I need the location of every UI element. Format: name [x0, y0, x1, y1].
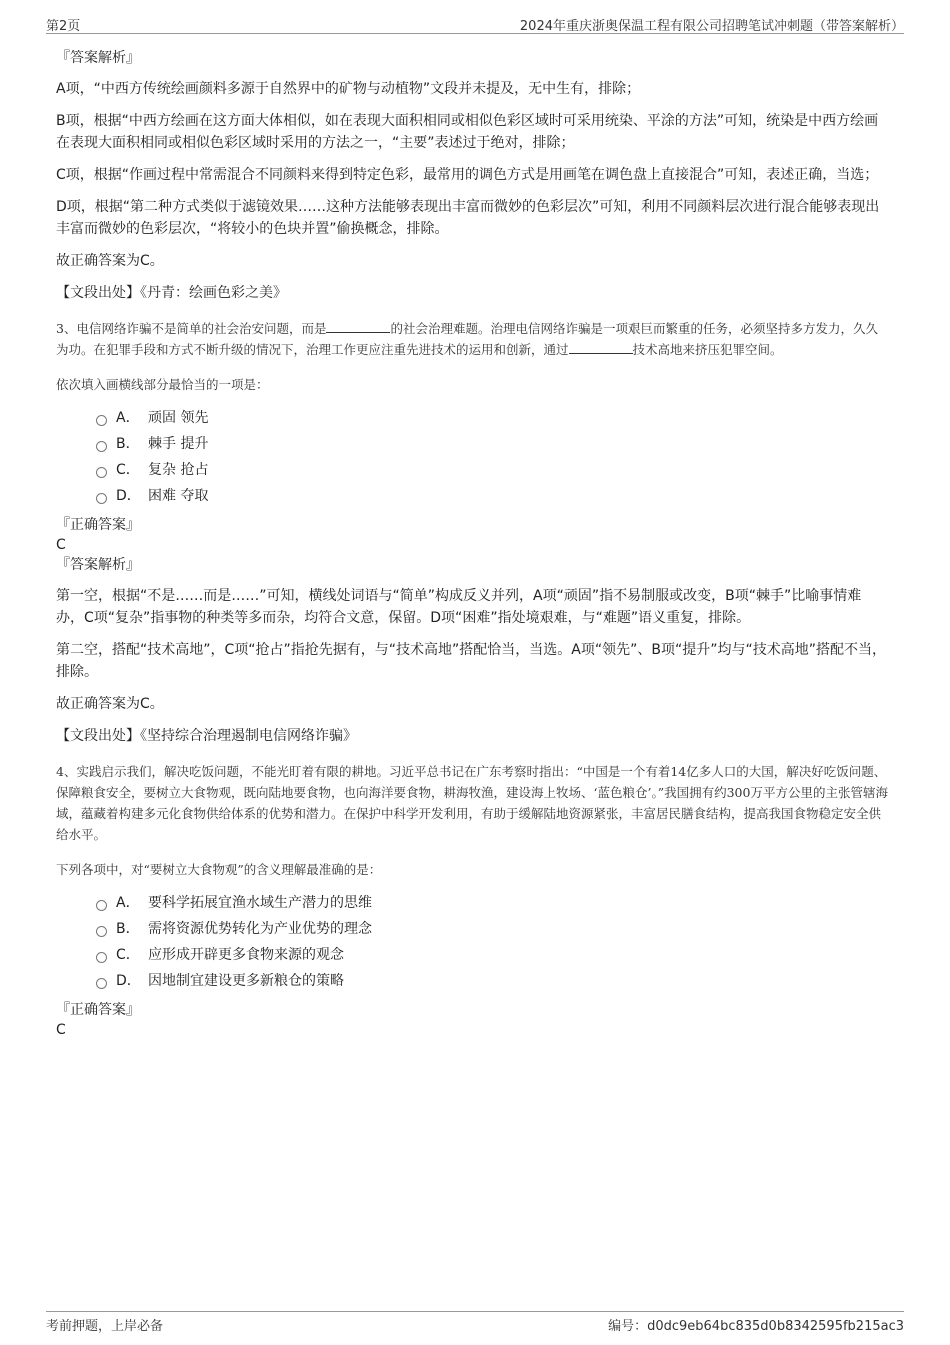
q3-options: [96, 405, 888, 509]
q3-source: 【文段出处】《坚持综合治理遏制电信网络诈骗》: [56, 728, 357, 744]
q3-option-c[interactable]: C． 复杂 抢占: [96, 457, 888, 483]
q4-option-a[interactable]: A． 要科学拓展宜渔水域生产潜力的思维: [96, 890, 888, 916]
radio-icon[interactable]: [96, 952, 107, 963]
q2-analysis-d: D项，根据“第二种方式类似于滤镜效果……这种方法能够表现出丰富而微妙的色彩层次”可知，利用不同颜料层次进行混合能够表现出丰富而微妙的色彩层次，“将较小的色块并置”偷换概念，排除。: [56, 199, 880, 237]
q3-stem-part3: 技术高地来挤压犯罪空间。: [632, 342, 783, 357]
q3-option-b[interactable]: B． 棘手 提升: [96, 431, 888, 457]
q3-stem-part2: 的社会治理难题。治理电信网络诈骗是一项艰巨而繁重的任务，必须坚持多方发力，久久为功。在犯罪手段和方式不断升级的情况下，治理工作更应注重先进技术的运用和创新，通过: [56, 321, 878, 357]
document-content: [56, 48, 888, 1040]
page-number: 第2页: [46, 19, 81, 34]
radio-icon[interactable]: [96, 467, 107, 478]
question-3: [56, 318, 888, 747]
q3-analysis-p2: 第二空，搭配“技术高地”，C项“抢占”指抢先据有，与“技术高地”搭配恰当，当选。A项“领先”、B项“提升”均与“技术高地”搭配不当，排除。: [56, 642, 886, 680]
radio-icon[interactable]: [96, 900, 107, 911]
q2-conclusion: 故正确答案为C。: [56, 253, 164, 269]
q3-analysis-p1: 第一空，根据“不是……而是……”可知，横线处词语与“简单”构成反义并列，A项“顽固”指不易制服或改变，B项“棘手”比喻事情难办，C项“复杂”指事物的种类等多而杂，均符合文意，保留。D项“困难”指处境艰难，与“难题”语义重复，排除。: [56, 588, 862, 626]
q4-option-d[interactable]: D． 因地制宜建设更多新粮仓的策略: [96, 968, 888, 994]
document-id: 编号：d0dc9eb64bc835d0b8342595fb215ac3: [608, 1319, 904, 1334]
blank-2: [569, 341, 633, 354]
q3-answer: C: [56, 537, 66, 553]
q4-answer-label: 『正确答案』: [56, 1002, 140, 1018]
radio-icon[interactable]: [96, 926, 107, 937]
q3-answer-label: 『正确答案』: [56, 517, 140, 533]
page-header: [46, 14, 904, 34]
radio-icon[interactable]: [96, 415, 107, 426]
q2-analysis-label: 『答案解析』: [56, 50, 140, 66]
question-4: [56, 761, 888, 1040]
q4-answer: C: [56, 1022, 66, 1038]
blank-1: [326, 320, 390, 333]
q3-analysis-label: 『答案解析』: [56, 557, 140, 573]
q4-option-b[interactable]: B． 需将资源优势转化为产业优势的理念: [96, 916, 888, 942]
q3-option-d[interactable]: D． 困难 夺取: [96, 483, 888, 509]
footer-slogan: 考前押题，上岸必备: [46, 1319, 164, 1334]
q3-prompt: 依次填入画横线部分最恰当的一项是：: [56, 377, 269, 392]
page-footer: [46, 1311, 904, 1334]
q4-stem: 4、实践启示我们，解决吃饭问题，不能光盯着有限的耕地。习近平总书记在广东考察时指出：“中国是一个有着14亿多人口的大国，解决好吃饭问题、保障粮食安全，要树立大食物观，既向陆地要食物，也向海洋要食物，耕海牧渔，建设海上牧场、‘蓝色粮仓’。”我国拥有约300万平方公里的主张管辖海域，蕴藏着构建多元化食物供给体系的优势和潜力。在保护中科学开发利用，有助于缓解陆地资源紧张，丰富居民膳食结构，提高我国食物稳定安全供给水平。: [56, 764, 888, 842]
radio-icon[interactable]: [96, 441, 107, 452]
q4-option-c[interactable]: C． 应形成开辟更多食物来源的观念: [96, 942, 888, 968]
q3-stem-part1: 3、电信网络诈骗不是简单的社会治安问题，而是: [56, 321, 327, 336]
q2-source: 【文段出处】《丹青：绘画色彩之美》: [56, 285, 287, 301]
q4-prompt: 下列各项中，对“要树立大食物观”的含义理解最准确的是：: [56, 862, 382, 877]
radio-icon[interactable]: [96, 978, 107, 989]
q3-stem: [56, 318, 888, 360]
document-title: 2024年重庆浙奥保温工程有限公司招聘笔试冲刺题（带答案解析）: [519, 19, 904, 34]
q4-options: [96, 890, 888, 994]
q3-conclusion: 故正确答案为C。: [56, 696, 164, 712]
q3-option-a[interactable]: A． 顽固 领先: [96, 405, 888, 431]
q2-analysis-c: C项，根据“作画过程中常需混合不同颜料来得到特定色彩，最常用的调色方式是用画笔在调色盘上直接混合”可知，表述正确，当选；: [56, 167, 879, 183]
q2-analysis: [56, 48, 888, 304]
q2-analysis-b: B项，根据“中西方绘画在这方面大体相似，如在表现大面积相同或相似色彩区域时可采用统染、平涂的方法”可知，统染是中西方绘画在表现大面积相同或相似色彩区域时采用的方法之一，“主要”表述过于绝对，排除；: [56, 113, 879, 151]
radio-icon[interactable]: [96, 493, 107, 504]
q2-analysis-a: A项，“中西方传统绘画颜料多源于自然界中的矿物与动植物”文段并未提及，无中生有，排除；: [56, 81, 641, 97]
